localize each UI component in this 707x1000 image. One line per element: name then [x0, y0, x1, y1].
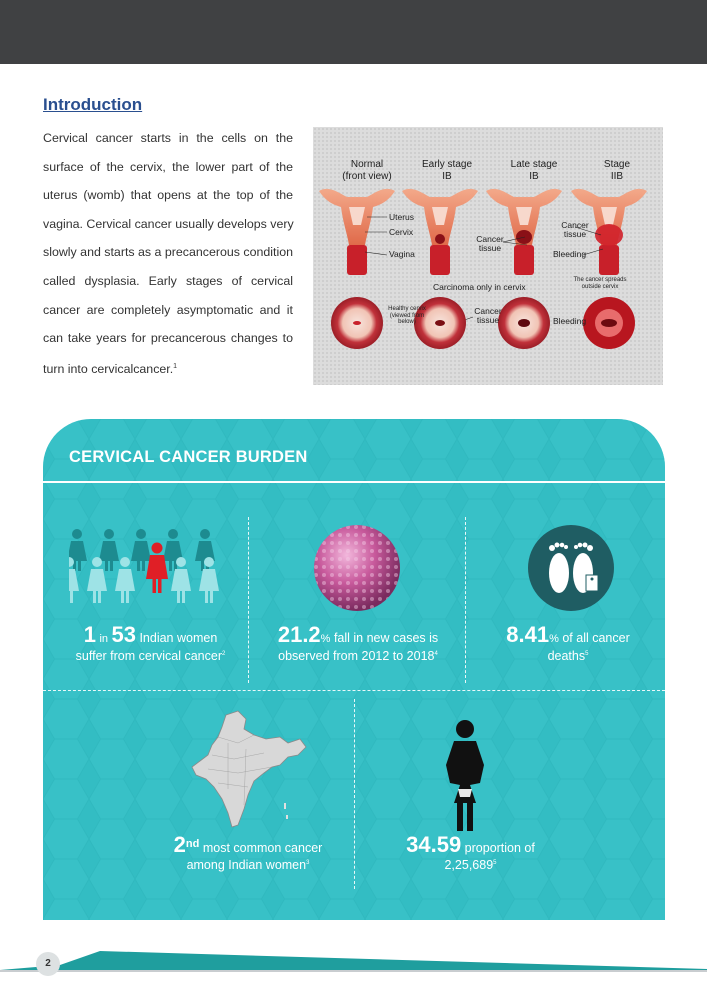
footnote-ref: 1 — [173, 362, 178, 370]
label-uterus: Uterus — [389, 212, 415, 222]
footer-wave — [0, 945, 707, 1000]
label-spread: The cancer spreads outside cervix — [573, 277, 627, 290]
stat-cancer-deaths — [483, 622, 653, 664]
stat-number: 1 — [83, 622, 96, 647]
stat-text: fall in new cases is — [333, 631, 439, 645]
highlighted-woman-icon — [146, 543, 168, 594]
stat-text: observed from 2012 to 2018 — [278, 649, 435, 664]
stat-text: deaths — [547, 649, 586, 664]
stat-headline — [383, 832, 558, 857]
stat-headline — [63, 622, 238, 647]
stat-text: Indian women — [139, 631, 218, 645]
virus-icon — [312, 523, 402, 613]
stat-number: 21.2 — [277, 622, 321, 647]
label-carcinoma: Carcinoma only in cervix — [433, 282, 526, 292]
intro-title: Introduction — [43, 95, 143, 114]
intro-line: uterus (womb) that opens at the top of the — [43, 188, 293, 203]
stat-percent: % — [549, 633, 559, 645]
stat-number: 2 — [173, 832, 186, 858]
label-cervix: Cervix — [389, 227, 414, 237]
stat-text: of all cancer — [562, 631, 630, 645]
stat-line2 — [483, 647, 653, 664]
stat-headline — [148, 832, 348, 858]
intro-paragraph — [43, 124, 293, 381]
stat-one-in-53 — [63, 622, 238, 664]
intro-line: surface of the cervix, the lower part of the — [43, 159, 293, 174]
label-bleeding: Bleeding — [553, 316, 587, 326]
stat-line2 — [148, 856, 348, 873]
stat-text: among Indian women — [186, 858, 307, 873]
stat-connector: in — [99, 633, 108, 645]
cervix-view-late — [498, 297, 550, 349]
intro-line: cancer are completely asymptomatic and it — [43, 302, 293, 317]
stage-name: Late stage — [510, 159, 558, 170]
stage-sub: IIB — [610, 171, 624, 182]
stat-line2 — [263, 647, 453, 664]
stat-proportion — [383, 832, 558, 873]
uterus-late — [486, 189, 562, 275]
stat-second-most-common — [148, 832, 348, 873]
stage-sub: (front view) — [342, 171, 392, 182]
stage-name: Stage — [603, 159, 631, 170]
page-number: 2 — [36, 952, 60, 976]
uterus-early — [402, 189, 478, 275]
label-cancer-tissue: Cancer tissue — [561, 220, 589, 239]
stat-line2 — [383, 856, 558, 873]
uterus-illustrations — [313, 127, 663, 385]
stat-percent: % — [320, 633, 331, 645]
label-cancer-tissue: Cancer tissue — [474, 306, 502, 325]
column-divider — [248, 517, 249, 683]
label-cancer-tissue: Cancer tissue — [476, 234, 504, 253]
stat-headline — [483, 622, 653, 647]
stat-text: 2,25,689 — [444, 858, 494, 873]
row-divider — [43, 690, 665, 691]
woman-silhouette-icon — [440, 719, 490, 834]
stat-number: 8.41 — [506, 622, 550, 647]
footnote-ref: 2 — [222, 651, 226, 657]
women-group-icon — [69, 529, 227, 605]
title-divider — [43, 481, 665, 483]
stat-line2 — [63, 647, 238, 664]
header-bar — [0, 0, 707, 64]
stat-text: most common cancer — [202, 841, 323, 856]
label-vagina: Vagina — [389, 249, 415, 259]
column-divider — [354, 699, 355, 889]
cervical-cancer-burden-panel — [43, 419, 665, 920]
stat-text: proportion of — [464, 841, 535, 855]
stat-headline — [263, 622, 453, 647]
stage-name: Normal — [350, 159, 384, 170]
stat-text: suffer from cervical cancer — [75, 649, 222, 664]
intro-line: called dysplasia. Early stages of cervical — [43, 273, 293, 288]
footnote-ref: 5 — [585, 651, 589, 657]
feet-toe-tag-icon — [526, 523, 616, 613]
burden-title: CERVICAL CANCER BURDEN — [69, 448, 308, 466]
stat-number: 53 — [111, 622, 136, 647]
stage-sub: IB — [529, 171, 539, 182]
label-healthy: Healthy cervix (viewed from below) — [388, 306, 426, 325]
india-map-icon — [188, 709, 308, 839]
stat-number: 34.59 — [406, 832, 462, 857]
stage-sub: IB — [442, 171, 452, 182]
stat-fall-new-cases — [263, 622, 453, 664]
footnote-ref: 4 — [434, 651, 438, 657]
footnote-ref: 5 — [493, 860, 497, 866]
intro-line: Cervical cancer starts in the cells on the — [43, 131, 293, 145]
cervical-stages-diagram — [313, 127, 663, 385]
intro-line: slowly and starts as a precancerous condition — [43, 245, 294, 260]
stage-name: Early stage — [421, 159, 473, 170]
cervix-view-healthy — [331, 297, 383, 349]
intro-line: vagina. Cervical cancer usually develops very — [43, 216, 294, 231]
stat-ordinal: nd — [185, 838, 200, 850]
intro-line — [43, 353, 293, 382]
column-divider — [465, 517, 466, 683]
cervix-view-iib — [583, 297, 635, 349]
footnote-ref: 3 — [306, 860, 310, 867]
intro-line-text: turn into cervicalcancer. — [43, 361, 174, 376]
label-bleeding: Bleeding — [553, 249, 587, 259]
intro-line: can take years for precancerous changes to — [43, 331, 293, 346]
